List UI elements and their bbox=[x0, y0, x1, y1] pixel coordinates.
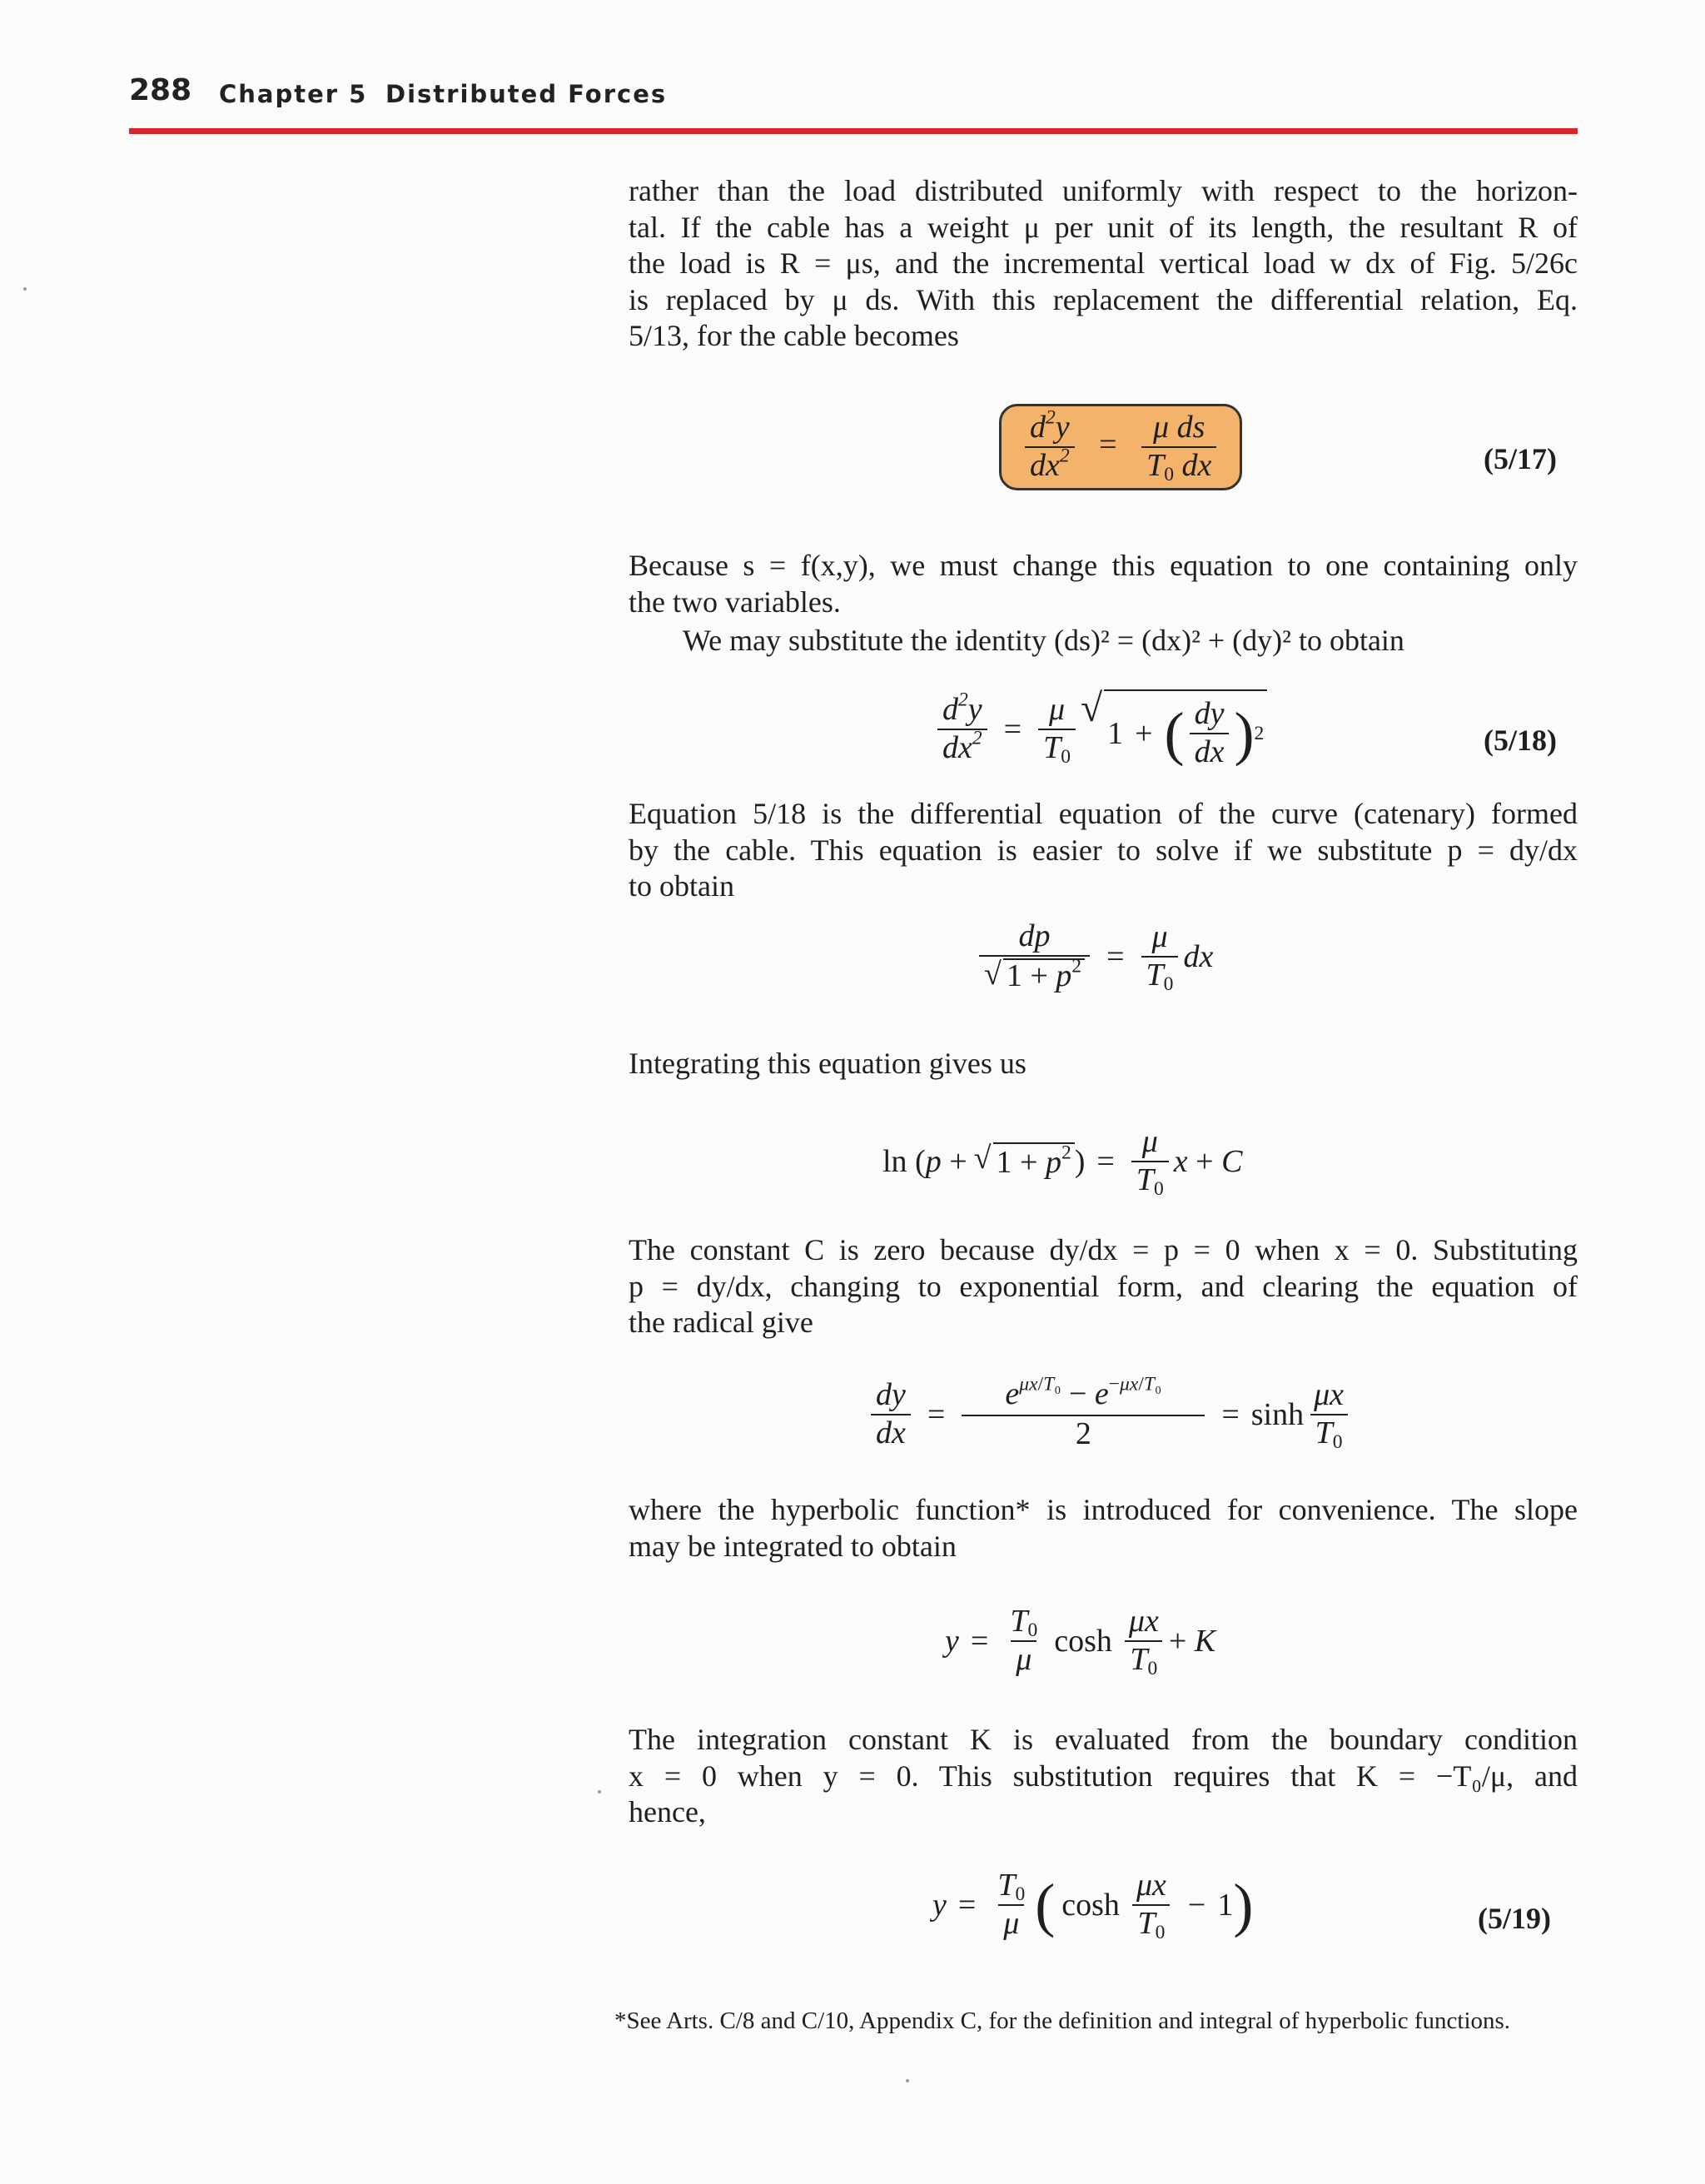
text-line: tal. If the cable has a weight μ per unit of its length, the resultant R of bbox=[629, 210, 1578, 244]
page-number: 288 bbox=[129, 73, 192, 107]
text-line: hence, bbox=[629, 1795, 706, 1828]
paragraph-constant-c bbox=[629, 1232, 1578, 1341]
text-line: the radical give bbox=[629, 1306, 813, 1339]
text-line: We may substitute the identity (ds)² = (dx)² + (dy)² to obtain bbox=[683, 624, 1404, 657]
equation-5-19: y = $\frac{T_0}{\mu}$ ( cosh $\frac{\mu x}{T_0}$ − 1 ) bbox=[932, 1868, 1254, 1943]
text-line: the two variables. bbox=[629, 585, 841, 619]
text-line: The constant C is zero because dy/dx = p = 0 when x = 0. Substituting bbox=[629, 1233, 1578, 1266]
boxed-equation: $\frac{d^2y}{dx^2}$ = $\frac{\text{μ ds}}{T_0 dx}$ bbox=[999, 404, 1242, 490]
text-line: to obtain bbox=[629, 869, 734, 903]
paragraph-intro bbox=[629, 173, 1578, 355]
chapter-label: Chapter 5 bbox=[219, 80, 368, 108]
text-line: is replaced by μ ds. With this replacement the differential relation, Eq. bbox=[629, 282, 1578, 316]
equation-ln: ln (p + √ $1 + p^2$ ) = $\frac{\mu}{T_0}$ x + C bbox=[882, 1124, 1243, 1200]
footnote: *See Arts. C/8 and C/10, Appendix C, for the definition and integral of hyperbolic functions. bbox=[614, 2007, 1511, 2034]
text-line: x = 0 when y = 0. This substitution requires that K = −T₀/μ, and bbox=[629, 1759, 1578, 1793]
equation-number: (5/17) bbox=[1484, 442, 1557, 475]
paragraph-because bbox=[629, 548, 1578, 620]
paragraph-substitute bbox=[629, 623, 1578, 659]
equation-dp: dp √ $1 + p^2$ = $\frac{\mu}{T_0}$ dx bbox=[974, 920, 1213, 993]
equation-sinh: $\frac{dy}{dx}$ = $\frac{e^{\mu x/T_0} - e^{-\mu x/T_0}}{2}$ = sinh $\frac{\mu x}{T_0}$ bbox=[866, 1378, 1354, 1451]
equation-number: (5/18) bbox=[1484, 724, 1557, 757]
equation-cosh-k: y = $\frac{T_0}{\mu}$ cosh $\frac{\mu x}{T_0}$ + K bbox=[945, 1604, 1216, 1679]
paragraph-integration-constant bbox=[629, 1722, 1578, 1831]
page-speck bbox=[598, 1790, 601, 1793]
text-line: Equation 5/18 is the differential equation of the curve (catenary) formed bbox=[629, 797, 1578, 830]
page-speck bbox=[906, 2079, 909, 2082]
text-line: the load is R = μs, and the incremental vertical load w dx of Fig. 5/26c bbox=[629, 246, 1578, 280]
text-line: 5/13, for the cable becomes bbox=[629, 319, 959, 352]
text-line: rather than the load distributed uniformly with respect to the horizon- bbox=[629, 174, 1578, 207]
chapter-title: Distributed Forces bbox=[385, 80, 668, 108]
equation-5-18: $\frac{d^2y}{dx^2}$ = $\frac{\mu}{T_0}$ √ 1 + ( $\frac{dy}{dx}$ ) 2 bbox=[932, 689, 1267, 769]
text-line: Integrating this equation gives us bbox=[629, 1047, 1026, 1080]
text-line: p = dy/dx, changing to exponential form, and clearing the equation of bbox=[629, 1269, 1578, 1303]
equation-5-17 bbox=[999, 404, 1242, 490]
header-rule bbox=[129, 128, 1578, 134]
paragraph-hyperbolic bbox=[629, 1492, 1578, 1565]
text-line: Because s = f(x,y), we must change this equation to one containing only bbox=[629, 549, 1578, 582]
page-speck bbox=[23, 287, 27, 291]
text-line: The integration constant K is evaluated from the boundary condition bbox=[629, 1723, 1578, 1756]
paragraph-equation-5-18 bbox=[629, 796, 1578, 905]
paragraph-integrating bbox=[629, 1046, 1578, 1082]
text-line: where the hyperbolic function* is introduced for convenience. The slope bbox=[629, 1493, 1578, 1526]
equation-number: (5/19) bbox=[1478, 1902, 1551, 1935]
text-line: may be integrated to obtain bbox=[629, 1529, 957, 1563]
text-line: by the cable. This equation is easier to solve if we substitute p = dy/dx bbox=[629, 833, 1578, 867]
